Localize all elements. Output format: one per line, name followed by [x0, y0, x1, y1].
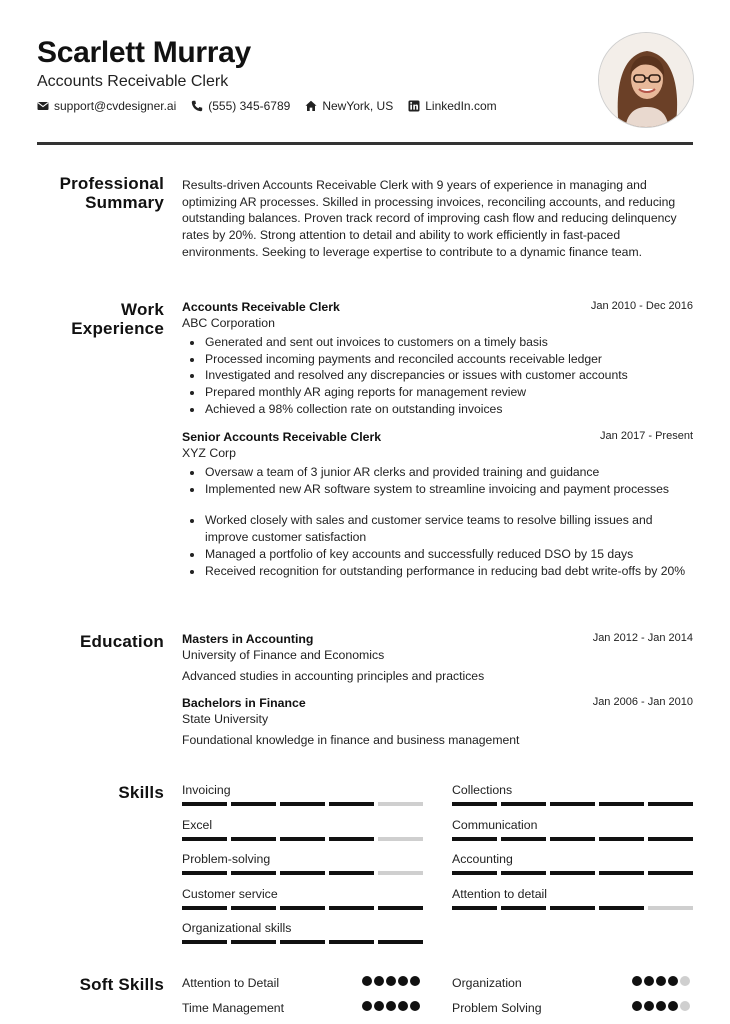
skill-level-bar — [182, 871, 423, 875]
job-bullet: Prepared monthly AR aging reports for management review — [182, 384, 693, 401]
skill-level-segment — [280, 940, 325, 944]
job-bullet: Investigated and resolved any discrepancies or issues with customer accounts — [182, 367, 693, 384]
profile-photo — [598, 32, 694, 128]
education-entry — [182, 695, 693, 749]
skill-level-bar — [182, 837, 423, 841]
summary-title-line1: Professional — [59, 174, 164, 193]
resume-header — [37, 36, 693, 146]
skill-item — [452, 886, 693, 902]
summary-text: Results-driven Accounts Receivable Clerk with 9 years of experience in managing and optimizing AR processes. Skilled in processing invoices, reconciling accounts, and reducing outstanding balances. Proven track record of improving cash flow and reducing delinquency rates by 20%. Strong attention to detail and ability to work efficiently in fast-paced environments. Seeking to leverage expertise to contribute to a dynamic finance team. — [182, 178, 677, 259]
job-bullet: Implemented new AR software system to streamline invoicing and payment processes — [182, 481, 693, 498]
soft-skill-dot — [668, 1001, 678, 1011]
skill-name: Attention to detail — [452, 887, 548, 901]
job-bullet: Processed incoming payments and reconciled accounts receivable ledger — [182, 351, 693, 368]
skill-level-bar — [452, 837, 693, 841]
summary-content — [182, 177, 693, 261]
email-text: support@cvdesigner.ai — [54, 99, 177, 113]
skill-name: Collections — [452, 783, 513, 797]
skill-level-segment — [550, 906, 595, 910]
soft-skill-dot — [410, 976, 420, 986]
skill-level-segment — [231, 837, 276, 841]
skill-level-segment — [452, 837, 497, 841]
contact-linkedin[interactable] — [408, 99, 496, 113]
skill-level-segment — [182, 906, 227, 910]
skill-name: Excel — [182, 818, 213, 832]
contact-location — [305, 99, 393, 113]
header-divider — [37, 142, 693, 145]
summary-title-line2: Summary — [85, 193, 164, 212]
contact-phone[interactable] — [191, 99, 290, 113]
skill-level-segment — [599, 802, 644, 806]
skill-level-segment — [329, 940, 374, 944]
soft-skill-dot — [644, 976, 654, 986]
skill-level-segment — [501, 871, 546, 875]
contact-email[interactable] — [37, 99, 176, 113]
skill-level-segment — [329, 837, 374, 841]
skill-name: Communication — [452, 818, 538, 832]
phone-text: (555) 345-6789 — [208, 99, 291, 113]
avatar-portrait — [599, 33, 694, 128]
skill-level-bar — [452, 906, 693, 910]
skill-name: Invoicing — [182, 783, 231, 797]
soft-skill-dot — [386, 976, 396, 986]
skill-level-bar — [182, 906, 423, 910]
soft-skill-dots — [632, 976, 692, 989]
skill-level-segment — [452, 871, 497, 875]
experience-title-line2: Experience — [71, 319, 164, 338]
soft-skill-dots — [362, 1001, 422, 1014]
education-entry — [182, 631, 693, 685]
job-bullets — [182, 464, 693, 579]
skill-level-segment — [501, 837, 546, 841]
skill-level-bar — [182, 802, 423, 806]
skill-level-segment — [550, 871, 595, 875]
soft-skills-title: Soft Skills — [79, 975, 164, 994]
soft-skill-item — [182, 1000, 412, 1016]
soft-skill-item — [452, 975, 682, 991]
contact-row — [37, 99, 512, 113]
skill-level-segment — [329, 871, 374, 875]
home-icon — [305, 100, 317, 112]
linkedin-text: LinkedIn.com — [425, 99, 497, 113]
skill-level-segment — [648, 871, 693, 875]
candidate-name: Scarlett Murray — [37, 36, 251, 69]
linkedin-icon — [408, 100, 420, 112]
soft-skill-dot — [680, 976, 690, 986]
skill-level-segment — [182, 940, 227, 944]
skill-level-segment — [378, 906, 423, 910]
job-bullet: Managed a portfolio of key accounts and successfully reduced DSO by 15 days — [182, 546, 693, 563]
soft-skill-dot — [410, 1001, 420, 1011]
skill-item — [182, 920, 423, 936]
skill-level-segment — [329, 906, 374, 910]
skill-level-segment — [280, 802, 325, 806]
skill-level-segment — [648, 906, 693, 910]
job-entry — [182, 429, 693, 579]
soft-skill-dots — [362, 976, 422, 989]
skill-name: Customer service — [182, 887, 278, 901]
degree-title: Bachelors in Finance — [182, 696, 306, 710]
job-title: Accounts Receivable Clerk — [182, 300, 340, 314]
skill-level-bar — [452, 871, 693, 875]
skill-level-segment — [378, 871, 423, 875]
skill-item — [182, 782, 423, 798]
school-name: State University — [182, 712, 269, 726]
skill-item — [182, 817, 423, 833]
skill-name: Organizational skills — [182, 921, 292, 935]
education-dates: Jan 2012 - Jan 2014 — [592, 632, 693, 644]
skill-level-segment — [452, 906, 497, 910]
experience-title-line1: Work — [121, 300, 164, 319]
skills-title: Skills — [118, 783, 164, 802]
education-description: Advanced studies in accounting principles and practices — [182, 669, 485, 683]
soft-skill-dot — [386, 1001, 396, 1011]
skill-level-segment — [599, 837, 644, 841]
section-title-education — [37, 632, 164, 651]
skill-item — [452, 782, 693, 798]
skill-level-bar — [182, 940, 423, 944]
skill-level-segment — [280, 837, 325, 841]
soft-skill-dot — [362, 976, 372, 986]
skill-level-segment — [231, 871, 276, 875]
skill-level-segment — [501, 906, 546, 910]
soft-skill-dots — [632, 1001, 692, 1014]
skill-level-segment — [231, 940, 276, 944]
soft-skill-dot — [656, 1001, 666, 1011]
skill-item — [452, 851, 693, 867]
skill-level-segment — [648, 837, 693, 841]
skill-level-segment — [182, 837, 227, 841]
phone-icon — [191, 100, 203, 112]
soft-skill-dot — [362, 1001, 372, 1011]
skill-name: Problem-solving — [182, 852, 271, 866]
soft-skill-name: Organization — [452, 976, 522, 990]
soft-skill-dot — [632, 976, 642, 986]
skill-level-segment — [550, 837, 595, 841]
skill-level-bar — [452, 802, 693, 806]
job-bullets — [182, 334, 693, 418]
skill-name: Accounting — [452, 852, 513, 866]
job-company: XYZ Corp — [182, 446, 236, 460]
job-entry — [182, 299, 693, 418]
soft-skill-dot — [398, 1001, 408, 1011]
job-bullet: Worked closely with sales and customer service teams to resolve billing issues and improve customer satisfaction — [182, 512, 693, 545]
job-company: ABC Corporation — [182, 316, 275, 330]
job-bullet: Oversaw a team of 3 junior AR clerks and provided training and guidance — [182, 464, 693, 481]
soft-skill-item — [452, 1000, 682, 1016]
skill-level-segment — [231, 802, 276, 806]
skill-item — [452, 817, 693, 833]
soft-skill-dot — [632, 1001, 642, 1011]
degree-title: Masters in Accounting — [182, 632, 314, 646]
skill-level-segment — [648, 802, 693, 806]
soft-skill-item — [182, 975, 412, 991]
skill-level-segment — [231, 906, 276, 910]
skill-level-segment — [599, 906, 644, 910]
skill-level-segment — [599, 871, 644, 875]
skill-item — [182, 886, 423, 902]
skill-level-segment — [280, 871, 325, 875]
soft-skill-dot — [374, 1001, 384, 1011]
soft-skill-dot — [668, 976, 678, 986]
soft-skill-dot — [374, 976, 384, 986]
soft-skill-dot — [644, 1001, 654, 1011]
section-title-soft-skills — [37, 975, 164, 994]
skill-level-segment — [378, 837, 423, 841]
job-bullet: Received recognition for outstanding performance in reducing bad debt write-offs by 20% — [182, 563, 693, 580]
soft-skill-dot — [680, 1001, 690, 1011]
job-title: Senior Accounts Receivable Clerk — [182, 430, 382, 444]
job-dates: Jan 2017 - Present — [600, 430, 693, 442]
envelope-icon — [37, 100, 49, 112]
skill-level-segment — [378, 940, 423, 944]
soft-skill-dot — [398, 976, 408, 986]
soft-skill-dot — [656, 976, 666, 986]
soft-skill-name: Attention to Detail — [182, 976, 280, 990]
location-text: NewYork, US — [322, 99, 394, 113]
section-title-skills — [37, 783, 164, 802]
candidate-role: Accounts Receivable Clerk — [37, 73, 229, 90]
job-bullet: Generated and sent out invoices to customers on a timely basis — [182, 334, 693, 351]
education-description: Foundational knowledge in finance and business management — [182, 733, 520, 747]
skill-level-segment — [452, 802, 497, 806]
skill-level-segment — [329, 802, 374, 806]
soft-skill-name: Time Management — [182, 1001, 285, 1015]
skill-level-segment — [280, 906, 325, 910]
skill-level-segment — [501, 802, 546, 806]
education-dates: Jan 2006 - Jan 2010 — [592, 696, 693, 708]
soft-skill-name: Problem Solving — [452, 1001, 542, 1015]
skill-level-segment — [182, 871, 227, 875]
section-title-summary — [37, 174, 164, 212]
skill-level-segment — [182, 802, 227, 806]
section-title-experience — [37, 300, 164, 338]
skill-level-segment — [550, 802, 595, 806]
job-bullet: Achieved a 98% collection rate on outstanding invoices — [182, 401, 693, 418]
school-name: University of Finance and Economics — [182, 648, 385, 662]
job-dates: Jan 2010 - Dec 2016 — [590, 300, 693, 312]
skill-level-segment — [378, 802, 423, 806]
skill-item — [182, 851, 423, 867]
education-title: Education — [80, 632, 164, 651]
